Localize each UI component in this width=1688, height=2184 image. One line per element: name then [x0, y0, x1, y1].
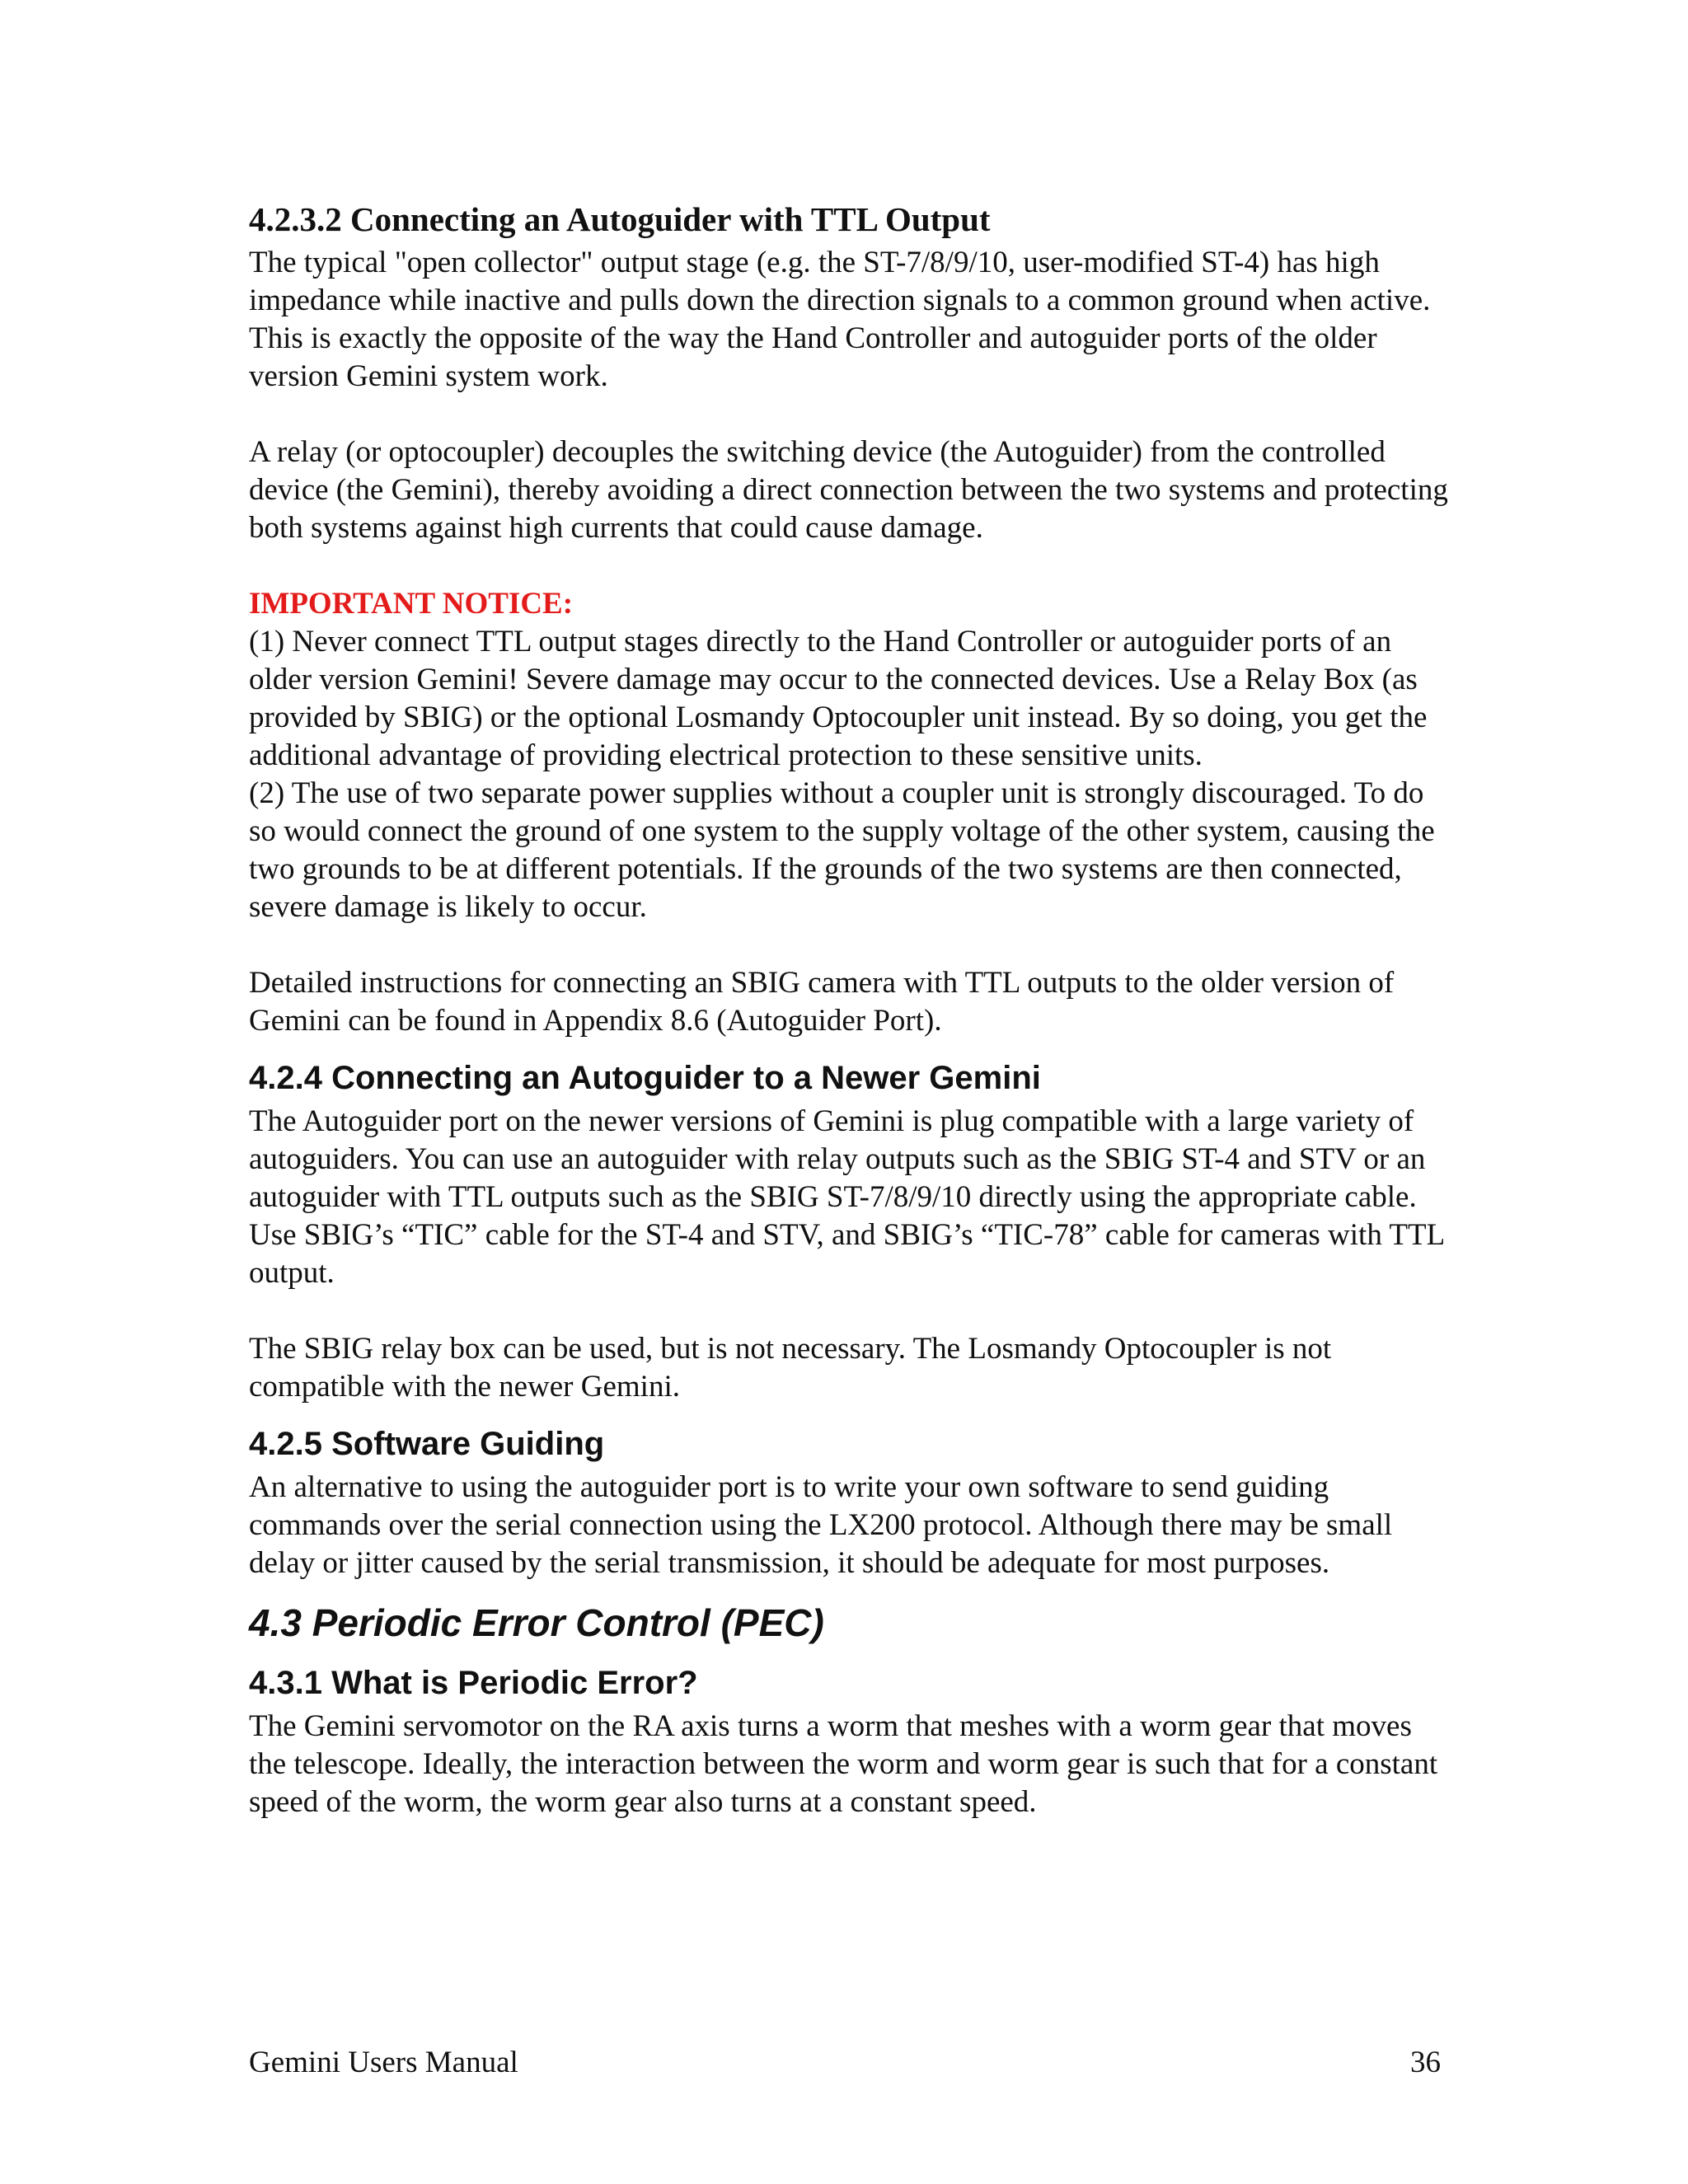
paragraph-sbig-relay-box: The SBIG relay box can be used, but is not necessary. The Losmandy Optocoupler is not compatible with the newer Gemini.: [249, 1332, 1332, 1404]
heading-4-3-1: 4.3.1 What is Periodic Error?: [249, 1665, 698, 1701]
heading-4-2-5: 4.2.5 Software Guiding: [249, 1426, 605, 1462]
footer-page-number: 36: [1410, 2046, 1441, 2079]
heading-4-2-3-2: 4.2.3.2 Connecting an Autoguider with TTL Output: [249, 200, 991, 238]
important-notice-label: IMPORTANT NOTICE:: [249, 587, 574, 621]
paragraph-detailed-instructions: Detailed instructions for connecting an SBIG camera with TTL outputs to the older version of Gemini can be found in Appendix 8.6 (Autoguider Port).: [249, 966, 1395, 1038]
page-content: [249, 196, 1452, 1821]
paragraph-open-collector: The typical "open collector" output stage (e.g. the ST-7/8/9/10, user-modified ST-4) has high impedance while inactive and pulls down the direction signals to a common ground when active. This is exactly the opposite of the way the Hand Controller and autoguider ports of the older version Gemini system work.: [249, 246, 1431, 393]
paragraph-software-guiding: An alternative to using the autoguider port is to write your own software to send guiding commands over the serial connection using the LX200 protocol. Although there may be small delay or jitter caused by the serial transmission, it should be adequate for most purposes.: [249, 1470, 1393, 1580]
heading-4-3: 4.3 Periodic Error Control (PEC): [249, 1601, 824, 1644]
paragraph-what-is-periodic-error: The Gemini servomotor on the RA axis turns a worm that meshes with a worm gear that moves the telescope. Ideally, the interaction between the worm and worm gear is such that for a constant speed of the worm, the worm gear also turns at a constant speed.: [249, 1709, 1438, 1819]
paragraph-relay-decouples: A relay (or optocoupler) decouples the switching device (the Autoguider) from the controlled device (the Gemini), thereby avoiding a direct connection between the two systems and protecting both systems against high currents that could cause damage.: [249, 435, 1448, 545]
heading-4-2-4: 4.2.4 Connecting an Autoguider to a Newer Gemini: [249, 1060, 1041, 1096]
paragraph-autoguider-port-newer: The Autoguider port on the newer versions of Gemini is plug compatible with a large variety of autoguiders. You can use an autoguider with relay outputs such as the SBIG ST-4 and STV or an autoguider with TTL outputs such as the SBIG ST-7/8/9/10 directly using the appropriate cable. Use SBIG’s “TIC” cable for the ST-4 and STV, and SBIG’s “TIC-78” cable for cameras with TTL output.: [249, 1104, 1444, 1290]
notice-item-2: (2) The use of two separate power supplies without a coupler unit is strongly discouraged. To do so would connect the ground of one system to the supply voltage of the other system, causing the two grounds to be at different potentials. If the grounds of the two systems are then connected, severe damage is likely to occur.: [249, 776, 1435, 924]
notice-item-1: (1) Never connect TTL output stages directly to the Hand Controller or autoguider ports of an older version Gemini! Severe damage may occur to the connected devices. Use a Relay Box (as provided by SBIG) or the optional Losmandy Optocoupler unit instead. By so doing, you get the additional advantage of providing electrical protection to these sensitive units.: [249, 625, 1428, 772]
footer-manual-title: Gemini Users Manual: [249, 2046, 518, 2079]
